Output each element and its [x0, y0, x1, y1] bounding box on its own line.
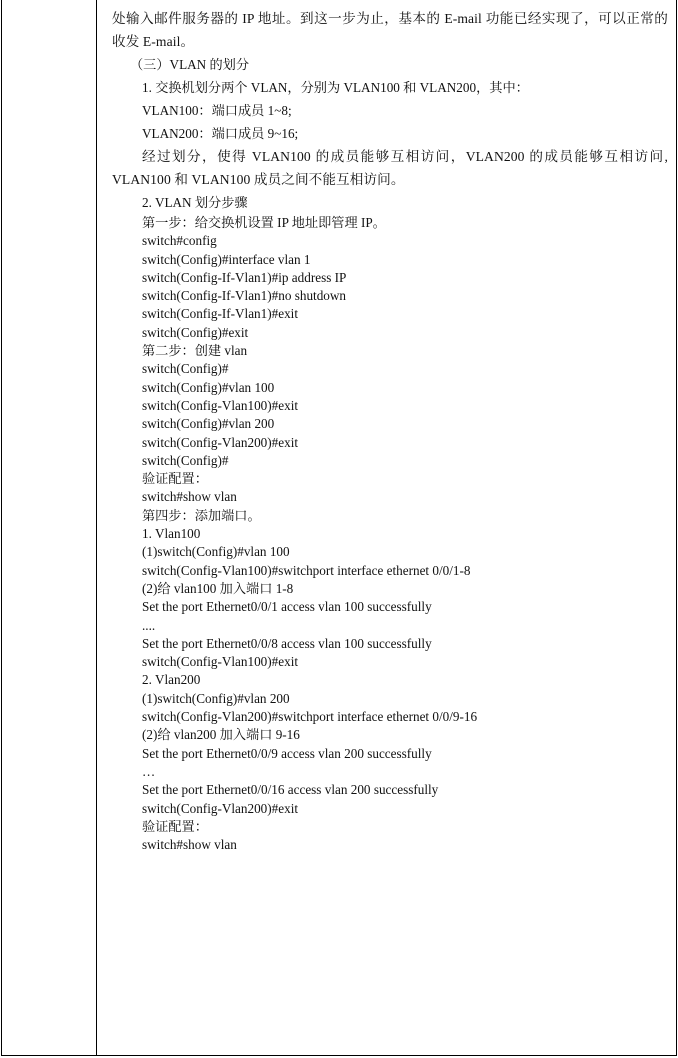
config-line: switch(Config)#vlan 200: [142, 416, 275, 432]
config-line: 验证配置：: [142, 471, 208, 487]
vlan100-members: VLAN100：端口成员 1~8;: [142, 103, 292, 118]
config-line: (2)给 vlan200 加入端口 9-16: [142, 727, 300, 743]
config-line: switch(Config)#exit: [142, 324, 249, 340]
config-line: switch(Config-Vlan200)#exit: [142, 800, 299, 816]
config-line: Set the port Ethernet0/0/9 access vlan 200 successfully: [142, 745, 432, 761]
config-line: Set the port Ethernet0/0/16 access vlan 200 successfully: [142, 782, 439, 798]
config-line: switch(Config-If-Vlan1)#exit: [142, 306, 299, 322]
result-paragraph: 经过划分，使得 VLAN100 的成员能够互相访问，VLAN200 的成员能够互相访问, VLAN100 和 VLAN100 成员之间不能互相访问。: [112, 149, 668, 187]
config-line: Set the port Ethernet0/0/1 access vlan 100 successfully: [142, 599, 432, 615]
config-line: (2)给 vlan100 加入端口 1-8: [142, 580, 294, 596]
config-line: switch(Config-If-Vlan1)#no shutdown: [142, 288, 347, 304]
config-line: switch(Config-Vlan100)#switchport interface ethernet 0/0/1-8: [142, 562, 471, 578]
config-line: …: [142, 763, 156, 779]
config-line: 2. Vlan200: [142, 672, 201, 688]
item2-title: 2. VLAN 划分步骤: [142, 195, 248, 210]
config-line: switch#show vlan: [142, 837, 237, 853]
section-heading: （三）VLAN 的划分: [130, 57, 250, 72]
config-line: 第一步：给交换机设置 IP 地址即管理 IP。: [142, 215, 386, 230]
config-line: (1)switch(Config)#vlan 200: [142, 690, 290, 706]
config-line: 1. Vlan100: [142, 526, 201, 542]
config-line: switch(Config)#: [142, 452, 229, 468]
table-border-divider: [96, 0, 97, 1056]
config-line: switch(Config-If-Vlan1)#ip address IP: [142, 269, 347, 285]
config-line: 第二步：创建 vlan: [142, 343, 248, 359]
config-line: switch(Config-Vlan200)#exit: [142, 434, 299, 450]
config-line: 验证配置：: [142, 818, 208, 834]
document-body: [112, 7, 668, 854]
config-line: switch#config: [142, 233, 217, 249]
config-steps: [112, 214, 668, 854]
config-line: Set the port Ethernet0/0/8 access vlan 100 successfully: [142, 635, 432, 651]
config-line: switch(Config)#: [142, 361, 229, 377]
config-line: 第四步：添加端口。: [142, 507, 261, 523]
config-line: switch#show vlan: [142, 489, 237, 505]
table-border-bottom: [1, 1055, 677, 1056]
config-line: switch(Config)#interface vlan 1: [142, 251, 311, 267]
config-line: switch(Config-Vlan200)#switchport interface ethernet 0/0/9-16: [142, 709, 478, 725]
config-line: switch(Config-Vlan100)#exit: [142, 397, 299, 413]
config-line: switch(Config-Vlan100)#exit: [142, 654, 299, 670]
table-border-right: [676, 0, 677, 1056]
config-line: (1)switch(Config)#vlan 100: [142, 544, 290, 560]
item1-title: 1. 交换机划分两个 VLAN，分别为 VLAN100 和 VLAN200，其中：: [142, 80, 529, 95]
vlan200-members: VLAN200：端口成员 9~16;: [142, 126, 299, 141]
intro-paragraph: 处输入邮件服务器的 IP 地址。到这一步为止，基本的 E-mail 功能已经实现了，可以正常的收发 E-mail。: [112, 11, 668, 49]
config-line: switch(Config)#vlan 100: [142, 379, 275, 395]
config-line: ....: [142, 617, 156, 633]
table-border-left: [1, 0, 2, 1056]
